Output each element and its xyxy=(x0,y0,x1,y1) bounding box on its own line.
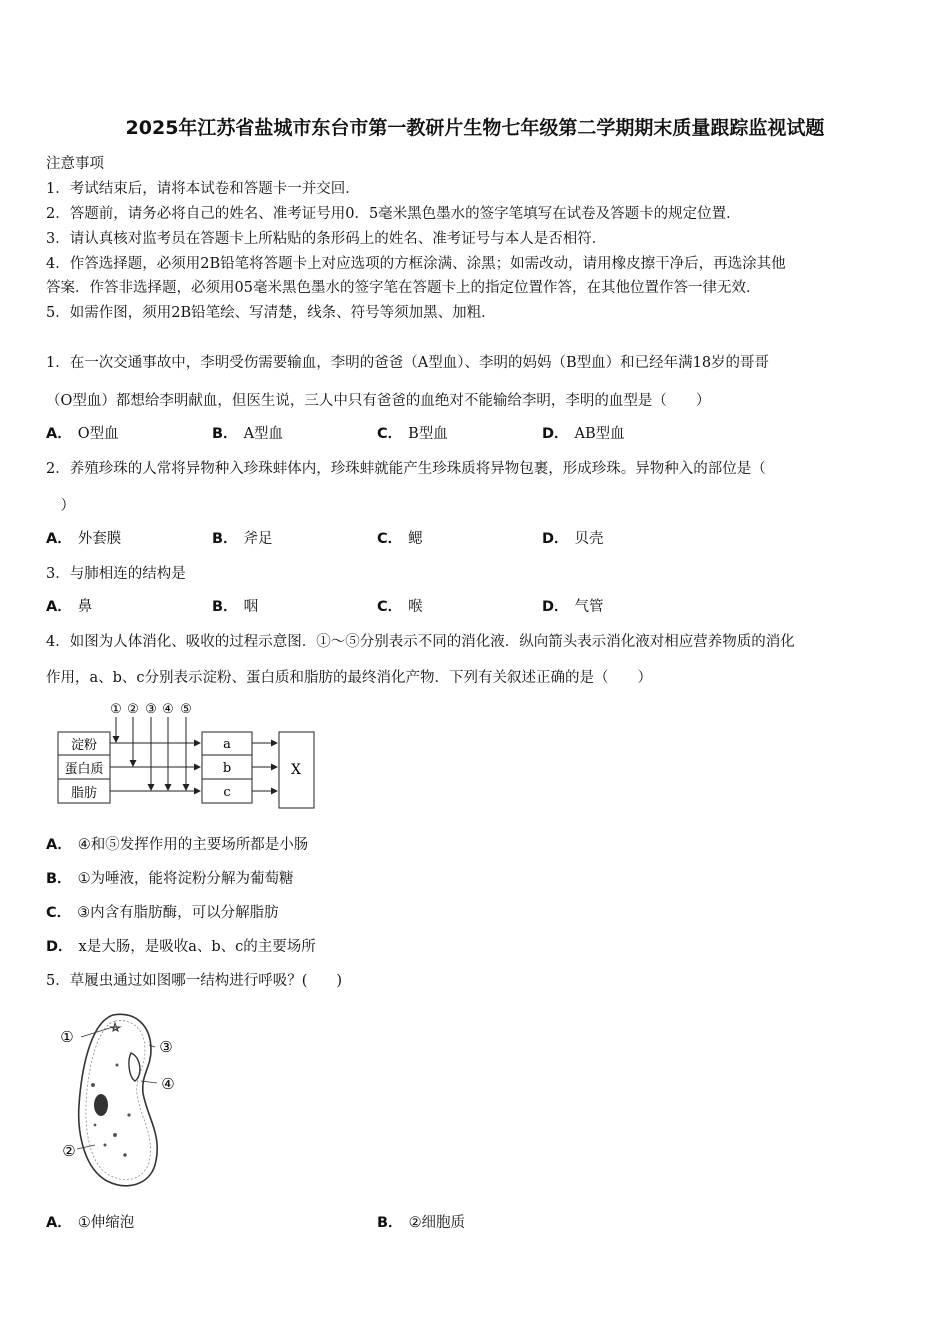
notice-item: 2．答题前，请务必将自己的姓名、准考证号用0．5毫米黑色墨水的签字笔填写在试卷及答题卡的规定位置． xyxy=(46,206,741,222)
paramecium-figure xyxy=(55,1005,185,1195)
juice-label: ① xyxy=(110,702,122,717)
notice-item: 1．考试结束后，请将本试卷和答题卡一并交回． xyxy=(46,181,360,197)
question-1-line-2: （O型血）都想给李明献血，但医生说，三人中只有爸爸的血绝对不能输给李明，李明的血型是（ ） xyxy=(46,393,711,409)
question-5-line-1: 5．草履虫通过如图哪一结构进行呼吸？( ) xyxy=(46,973,343,989)
q1-option-c[interactable]: C． B型血 xyxy=(377,426,448,442)
product-a: a xyxy=(223,737,231,752)
notice-item: 5．如需作图，须用2B铅笔绘、写清楚，线条、符号等须加黑、加粗． xyxy=(46,305,496,321)
notice-item: 3．请认真核对监考员在答题卡上所粘贴的条形码上的姓名、准考证号与本人是否相符． xyxy=(46,231,607,247)
q4-option-a[interactable]: A． ④和⑤发挥作用的主要场所都是小肠 xyxy=(46,837,309,853)
q2-option-b[interactable]: B． 斧足 xyxy=(212,531,273,547)
q1-option-b[interactable]: B． A型血 xyxy=(212,426,284,442)
nutrient-starch: 淀粉 xyxy=(70,738,98,753)
product-c: c xyxy=(223,785,231,800)
figure-label-1: ① xyxy=(60,1028,74,1046)
question-1-line-1: 1．在一次交通事故中，李明受伤需要输血，李明的爸爸（A型血）、李明的妈妈（B型血）和已经年满18岁的哥哥 xyxy=(46,355,770,371)
q4-option-c[interactable]: C． ③内含有脂肪酶，可以分解脂肪 xyxy=(46,905,279,921)
question-4-line-1: 4．如图为人体消化、吸收的过程示意图．①～⑤分别表示不同的消化液．纵向箭头表示消化液对相应营养物质的消化 xyxy=(46,634,795,650)
q2-option-c[interactable]: C． 鳃 xyxy=(377,531,423,547)
q3-option-c[interactable]: C． 喉 xyxy=(377,599,423,615)
question-4-line-2: 作用，a、b、c分别表示淀粉、蛋白质和脂肪的最终消化产物．下列有关叙述正确的是（ ） xyxy=(46,670,653,686)
q1-option-d[interactable]: D． AB型血 xyxy=(542,426,625,442)
q5-option-b[interactable]: B． ②细胞质 xyxy=(377,1215,466,1231)
q5-option-a[interactable]: A． ①伸缩泡 xyxy=(46,1215,135,1231)
question-3-line-1: 3．与肺相连的结构是 xyxy=(46,566,186,582)
organ-x: X xyxy=(291,762,301,778)
juice-label: ⑤ xyxy=(180,702,192,717)
q3-option-a[interactable]: A． 鼻 xyxy=(46,599,93,615)
q4-option-b[interactable]: B． ①为唾液，能将淀粉分解为葡萄糖 xyxy=(46,871,294,887)
q3-option-b[interactable]: B． 咽 xyxy=(212,599,259,615)
notice-item: 答案．作答非选择题，必须用05毫米黑色墨水的签字笔在答题卡上的指定位置作答，在其他位置作答一律无效． xyxy=(46,280,761,296)
digestion-diagram xyxy=(55,697,320,812)
figure-label-3: ③ xyxy=(159,1038,173,1056)
question-2-line-2: ） xyxy=(46,498,75,514)
q2-option-a[interactable]: A． 外套膜 xyxy=(46,531,122,547)
nutrient-protein: 蛋白质 xyxy=(64,762,104,777)
figure-label-2: ② xyxy=(62,1142,76,1160)
question-2-line-1: 2．养殖珍珠的人常将异物种入珍珠蚌体内，珍珠蚌就能产生珍珠质将异物包裹，形成珍珠。异物种入的部位是（ xyxy=(46,461,766,477)
q3-option-d[interactable]: D． 气管 xyxy=(542,599,604,615)
juice-label: ② xyxy=(127,702,139,717)
figure-label-4: ④ xyxy=(161,1075,175,1093)
page-title: 2025年江苏省盐城市东台市第一教研片生物七年级第二学期期末质量跟踪监视试题 xyxy=(125,117,825,139)
product-b: b xyxy=(222,761,232,776)
nutrient-fat: 脂肪 xyxy=(70,786,98,801)
notice-item: 4．作答选择题，必须用2B铅笔将答题卡上对应选项的方框涂满、涂黑；如需改动，请用橡皮擦干净后，再选涂其他 xyxy=(46,256,786,272)
q4-option-d[interactable]: D． x是大肠，是吸收a、b、c的主要场所 xyxy=(46,939,316,955)
q1-option-a[interactable]: A． O型血 xyxy=(46,426,119,442)
juice-label: ④ xyxy=(162,702,174,717)
notice-heading: 注意事项 xyxy=(46,156,104,172)
juice-label: ③ xyxy=(145,702,157,717)
q2-option-d[interactable]: D． 贝壳 xyxy=(542,531,604,547)
